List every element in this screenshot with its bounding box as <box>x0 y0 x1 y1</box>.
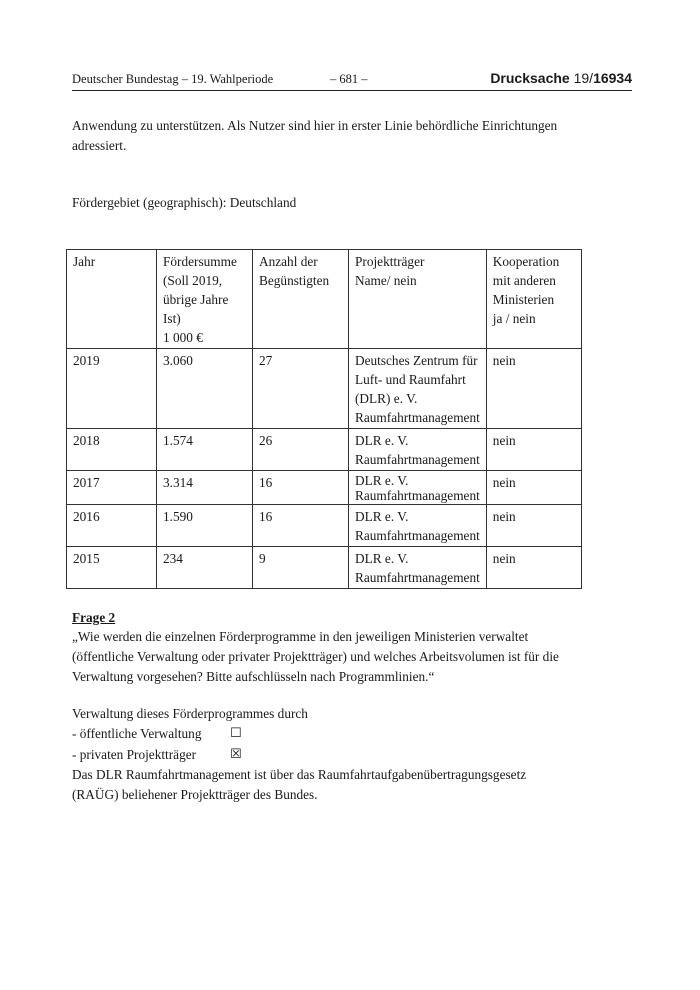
table-row <box>67 349 582 429</box>
cell-jahr: 2016 <box>67 505 157 547</box>
dlr-paragraph <box>72 765 632 805</box>
cell-kooperation: nein <box>486 429 581 471</box>
dlr-line: Das DLR Raumfahrtmanagement ist über das Raumfahrtaufgabenübertragungsgesetz <box>72 767 527 782</box>
foerder-table <box>66 249 582 589</box>
cell-jahr: 2017 <box>67 471 157 505</box>
frage-text <box>72 627 632 687</box>
dlr-line: (RAÜG) beliehener Projektträger des Bundes. <box>72 787 318 802</box>
page-header <box>72 72 632 91</box>
header-jahr: Jahr <box>67 250 157 349</box>
cell-summe: 1.574 <box>157 429 253 471</box>
option-oeffentlich: - öffentliche Verwaltung <box>72 726 202 741</box>
cell-traeger: DLR e. V. Raumfahrtmanagement <box>349 429 487 471</box>
cell-kooperation: nein <box>486 471 581 505</box>
header-anzahl: Anzahl der Begünstigten <box>253 250 349 349</box>
cell-kooperation: nein <box>486 505 581 547</box>
frage-heading: Frage 2 <box>72 610 116 625</box>
table-row <box>67 547 582 589</box>
frage-line: (öffentliche Verwaltung oder privater Projektträger) und welches Arbeitsvolumen ist für die <box>72 649 559 664</box>
header-projekttraeger: Projektträger Name/ nein <box>349 250 487 349</box>
cell-traeger: DLR e. V. Raumfahrtmanagement <box>349 547 487 589</box>
foerdergebiet: Fördergebiet (geographisch): Deutschland <box>72 195 297 210</box>
cell-kooperation: nein <box>486 547 581 589</box>
checkbox-checked-icon: ☒ <box>230 747 242 762</box>
cell-anzahl: 16 <box>253 505 349 547</box>
cell-summe: 3.060 <box>157 349 253 429</box>
header-kooperation: Kooperation mit anderen Ministerien ja / nein <box>486 250 581 349</box>
cell-anzahl: 16 <box>253 471 349 505</box>
intro-paragraph <box>72 116 632 156</box>
checkbox-unchecked-icon: ☐ <box>230 726 242 741</box>
table-row <box>67 429 582 471</box>
cell-jahr: 2019 <box>67 349 157 429</box>
cell-anzahl: 9 <box>253 547 349 589</box>
option-privat: - privaten Projektträger <box>72 747 197 762</box>
cell-traeger: DLR e. V. Raumfahrtmanagement <box>349 471 487 505</box>
cell-jahr: 2015 <box>67 547 157 589</box>
intro-line: adressiert. <box>72 138 127 153</box>
verwaltung-intro: Verwaltung dieses Förderprogrammes durch <box>72 706 308 721</box>
cell-summe: 3.314 <box>157 471 253 505</box>
header-parliament: Deutscher Bundestag – 19. Wahlperiode <box>72 72 274 86</box>
cell-traeger: DLR e. V. Raumfahrtmanagement <box>349 505 487 547</box>
frage-line: Verwaltung vorgesehen? Bitte aufschlüsseln nach Programmlinien.“ <box>72 669 435 684</box>
cell-summe: 1.590 <box>157 505 253 547</box>
cell-kooperation: nein <box>486 349 581 429</box>
cell-traeger: Deutsches Zentrum für Luft- und Raumfahrt (DLR) e. V. Raumfahrtmanagement <box>349 349 487 429</box>
drucksache-number: Drucksache 19/16934 <box>490 70 632 86</box>
table-header-row <box>67 250 582 349</box>
table-row <box>67 471 582 505</box>
cell-anzahl: 27 <box>253 349 349 429</box>
page-number: – 681 – <box>330 72 368 86</box>
cell-summe: 234 <box>157 547 253 589</box>
table-row <box>67 505 582 547</box>
cell-jahr: 2018 <box>67 429 157 471</box>
frage-line: „Wie werden die einzelnen Förderprogramme in den jeweiligen Ministerien verwaltet <box>72 629 529 644</box>
cell-anzahl: 26 <box>253 429 349 471</box>
intro-line: Anwendung zu unterstützen. Als Nutzer sind hier in erster Linie behördliche Einrichtungen <box>72 118 558 133</box>
header-foerdersumme: Fördersumme (Soll 2019, übrige Jahre Ist) 1 000 € <box>157 250 253 349</box>
